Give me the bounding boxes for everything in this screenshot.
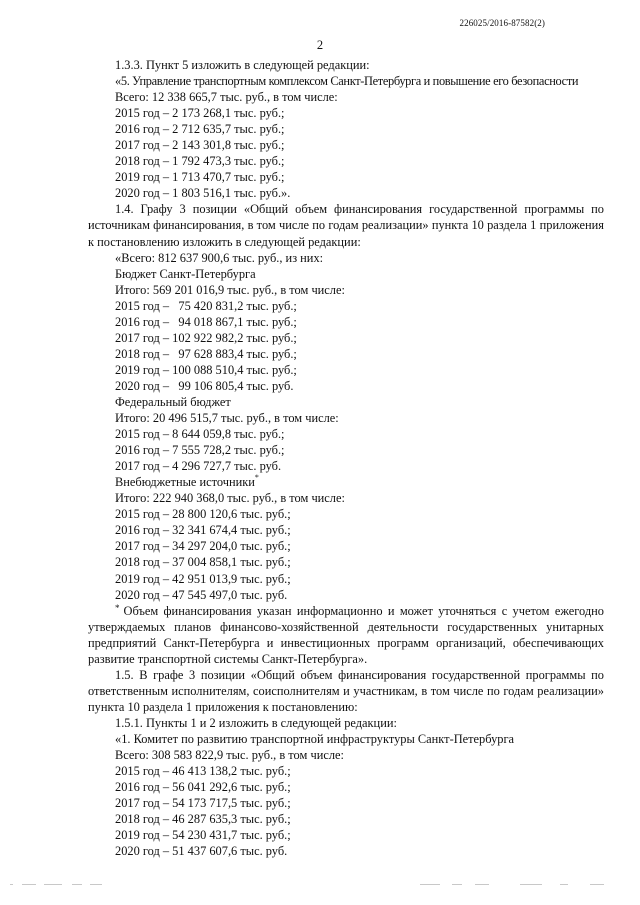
section-1-3-3-total: Всего: 12 338 665,7 тыс. руб., в том числе: [115, 90, 338, 105]
year-line: 2020 год – 1 803 516,1 тыс. руб.». [115, 186, 291, 201]
year-line: 2016 год – 56 041 292,6 тыс. руб.; [115, 780, 291, 795]
year-line: 2017 год – 4 296 727,7 тыс. руб. [115, 459, 282, 474]
year-line: 2019 год – 1 713 470,7 тыс. руб.; [115, 170, 285, 185]
footnote [88, 603, 604, 667]
year-line: 2020 год – 51 437 607,6 тыс. руб. [115, 844, 288, 859]
federal-budget-total: Итого: 20 496 515,7 тыс. руб., в том числе: [115, 411, 339, 426]
spb-budget-heading: Бюджет Санкт-Петербурга [115, 266, 256, 281]
section-1-4-paragraph: 1.4. Графу 3 позиции «Общий объем финансирования государственной программы по источникам финансирования, в том числе по годам реализации» пункта 10 раздела 1 приложения к постановлению изложить в следующей редакции: [88, 202, 604, 249]
section-1-5-total: Всего: 308 583 822,9 тыс. руб., в том числе: [115, 748, 344, 763]
document-body [88, 57, 604, 859]
scan-bottom-marks [0, 879, 640, 885]
year-line: 2018 год – 1 792 473,3 тыс. руб.; [115, 154, 285, 169]
year-line: 2019 год – 42 951 013,9 тыс. руб.; [115, 571, 291, 586]
document-code: 226025/2016-87582(2) [459, 18, 545, 28]
year-line: 2015 год – 2 173 268,1 тыс. руб.; [115, 106, 285, 121]
year-line: 2016 год – 7 555 728,2 тыс. руб.; [115, 443, 285, 458]
year-line: 2020 год – 99 106 805,4 тыс. руб. [115, 378, 294, 393]
year-line: 2019 год – 100 088 510,4 тыс. руб.; [115, 362, 297, 377]
year-line: 2018 год – 97 628 883,4 тыс. руб.; [115, 346, 297, 361]
year-line: 2016 год – 94 018 867,1 тыс. руб.; [115, 314, 297, 329]
year-line: 2015 год – 75 420 831,2 тыс. руб.; [115, 298, 297, 313]
year-line: 2015 год – 46 413 138,2 тыс. руб.; [115, 764, 291, 779]
section-1-5-item-title: «1. Комитет по развитию транспортной инфраструктуры Санкт-Петербурга [115, 731, 515, 746]
year-line: 2015 год – 28 800 120,6 тыс. руб.; [115, 507, 291, 522]
extra-budget-heading-text: Внебюджетные источники [115, 475, 255, 490]
year-line: 2018 год – 37 004 858,1 тыс. руб.; [115, 555, 291, 570]
footnote-marker: * [115, 602, 120, 613]
section-1-3-3-intro: 1.3.3. Пункт 5 изложить в следующей редакции: [115, 58, 370, 72]
year-line: 2019 год – 54 230 431,7 тыс. руб.; [115, 828, 291, 843]
year-line: 2017 год – 54 173 717,5 тыс. руб.; [115, 796, 291, 811]
page-number: 2 [316, 38, 324, 52]
footnote-marker: * [254, 473, 259, 483]
year-line: 2018 год – 46 287 635,3 тыс. руб.; [115, 812, 291, 827]
spb-budget-total: Итого: 569 201 016,9 тыс. руб., в том числе: [115, 282, 345, 297]
extra-budget-heading [88, 474, 604, 490]
footnote-text: Объем финансирования указан информационно и может уточняться с учетом ежегодно утверждаемых планов финансово-хозяйственной деятельности государственных унитарных предприятий Санкт-Петербурга и инвестиционных программ организаций, обеспечивающих развитие транспортной системы Санкт-Петербурга». [88, 603, 604, 666]
year-line: 2017 год – 102 922 982,2 тыс. руб.; [115, 330, 297, 345]
year-line: 2016 год – 32 341 674,4 тыс. руб.; [115, 523, 291, 538]
year-line: 2016 год – 2 712 635,7 тыс. руб.; [115, 122, 285, 137]
year-line: 2015 год – 8 644 059,8 тыс. руб.; [115, 427, 285, 442]
section-1-3-3-item-title: «5. Управление транспортным комплексом Санкт-Петербурга и повышение его безопасности [115, 74, 579, 89]
year-line: 2017 год – 2 143 301,8 тыс. руб.; [115, 138, 285, 153]
section-1-5-1-intro: 1.5.1. Пункты 1 и 2 изложить в следующей редакции: [115, 715, 397, 730]
year-line: 2020 год – 47 545 497,0 тыс. руб. [115, 587, 288, 602]
section-1-4-total: «Всего: 812 637 900,6 тыс. руб., из них: [115, 250, 324, 265]
extra-budget-total: Итого: 222 940 368,0 тыс. руб., в том числе: [115, 491, 345, 506]
section-1-5-paragraph: 1.5. В графе 3 позиции «Общий объем финансирования государственной программы по ответственным исполнителям, соисполнителям и участникам, в том числе по годам реализации» пункта 10 раздела 1 приложения к постановлению: [88, 667, 604, 714]
federal-budget-heading: Федеральный бюджет [115, 394, 231, 409]
year-line: 2017 год – 34 297 204,0 тыс. руб.; [115, 539, 291, 554]
